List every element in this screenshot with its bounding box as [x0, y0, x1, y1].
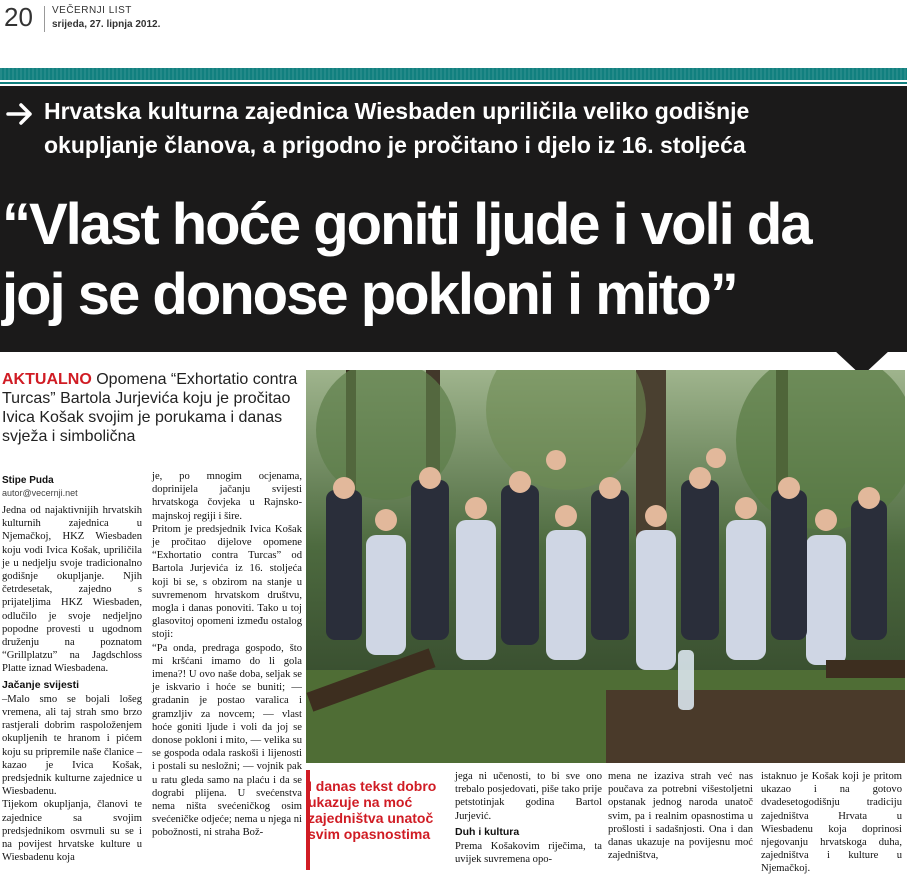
- subheading: Jačanje svijesti: [2, 678, 80, 691]
- deck-text: Opomena “Exhortatio contra Turcas” Bartola Jurjevića koju je pročitao Ivica Košak svojim je porukama i danas svježa i simbolična: [2, 371, 298, 445]
- body-column-4: [608, 770, 753, 862]
- newspaper-name: VEČERNJI LIST: [52, 5, 132, 16]
- section-color-bar: [0, 68, 907, 80]
- paragraph: –Malo smo se bojali lošeg vremena, ali taj strah smo brzo rastjerali dobrim raspoloženjem okupljenih te hranom i pićem koju su pripremile naše članice – kazao je Ivica Košak, predsjednik kulturne zajednice u Wiesbadenu.: [2, 693, 142, 798]
- paragraph: mena ne izaziva strah već nas poučava za potrebni višestoljetni opstanak jednog naroda unatoč svim, pa i realnim opasnostima u prošlosti i sadašnjosti. Ona i dan danas ukazuje na povijesnu moć zajedništva,: [608, 771, 753, 862]
- paragraph: Jedna od najaktivnijih hrvatskih kulturnih zajednica u Njemačkoj, HKZ Wiesbaden koju vodi Ivica Košak, upriličila je u nedjelju svoje tradicionalno godišnje okupljanje. Njih četrdesetak, zajedno s prijateljima HKZ Wiesbaden, odlučilo je svoje nedjeljno popodne provesti u ugodnom druženju na poznatom “Grillplatzu” na Jagdschloss Platte iznad Wiesbadena.: [2, 505, 142, 675]
- kicker-line-2: okupljanje članova, a prigodno je pročitano i djelo iz 16. stoljeća: [44, 132, 746, 158]
- page-header: [0, 0, 907, 50]
- kicker-line-1: Hrvatska kulturna zajednica Wiesbaden upriličila veliko godišnje: [44, 98, 750, 124]
- section-color-line: [0, 82, 907, 84]
- body-column-1: [2, 504, 142, 864]
- paragraph: Pritom je predsjednik Ivica Košak je pročitao dijelove opomene “Exhortatio contra Turcas” od Bartola Jurjevića iz 16. stoljeća koji bi se, s obzirom na stanje u suvremenom hrvatskom društvu, mogla i danas ponoviti. Tako u toj glasovitoj opomeni između ostalog stoji:: [152, 523, 302, 641]
- headline-line-1: “Vlast hoće goniti ljude i voli da: [2, 192, 811, 257]
- body-column-5: [761, 770, 902, 876]
- body-column-3: [455, 770, 602, 866]
- page-number: 20: [4, 2, 33, 32]
- deck-label: AKTUALNO: [2, 371, 92, 388]
- group-photo-image: [306, 370, 905, 763]
- paragraph: je, po mnogim ocjenama, doprinijela jačanju svijesti hrvatskoga čovjeka u Rajnsko-majnskoj regiji i šire.: [152, 471, 302, 522]
- header-divider: [44, 6, 45, 32]
- kicker: [44, 94, 894, 162]
- author-name: Stipe Puda: [2, 475, 54, 486]
- group-photo: [306, 370, 905, 763]
- paragraph: Tijekom okupljanja, članovi te zajednice sa svojim predsjednikom osvrnuli su se i na povijest hrvatske kulture u Wiesbadenu koja: [2, 799, 142, 864]
- paragraph: jega ni učenosti, to bi sve ono trebalo posjedovati, piše tako prije petstotinjak godina Bartol Jurjević.: [455, 771, 602, 822]
- deck: [2, 370, 302, 446]
- author-email[interactable]: autor@vecernji.net: [2, 488, 78, 498]
- arrow-right-icon: [6, 100, 34, 128]
- pullquote: I danas tekst dobro ukazuje na moć zajedništva unatoč svim opasnostima: [308, 778, 437, 842]
- paragraph: istaknuo je Košak koji je pritom ukazao i na gotovo dvadesetogodišnju tradiciju zajedništva Hrvata u Wiesbadenu koja doprinosi njegovanju hrvatskoga duha, zajedništva i kulture u Njemačkoj.: [761, 771, 902, 875]
- subheading: Duh i kultura: [455, 825, 520, 838]
- headline-line-2: joj se donose pokloni i mito”: [2, 262, 737, 327]
- paragraph: Prema Košakovim riječima, ta uvijek suvremena opo-: [455, 841, 602, 866]
- publication-date: srijeda, 27. lipnja 2012.: [52, 19, 161, 30]
- headline: [2, 190, 907, 330]
- body-column-2: [152, 470, 302, 840]
- paragraph: “Pa onda, predraga gospodo, što mi kršćani imamo do li gola imena?! U ovo naše doba, seljak se je iskvario i hoće se buniti; — gradanin je postao varalica i gramzljiv za novcem; — vlast hoće goniti ljude i voli da joj se donose pokloni i mito, — velika su se gospoda odala raskoši i lijenosti i postali su nesložni; — vojnik pak u ratu gleda samo na plaću i da se dograbi plijena. U svećenstva nema ništa svećeničkog osim svećeničke odjeće; nema u njega ni pobožnosti, ni straha Bož-: [152, 642, 302, 839]
